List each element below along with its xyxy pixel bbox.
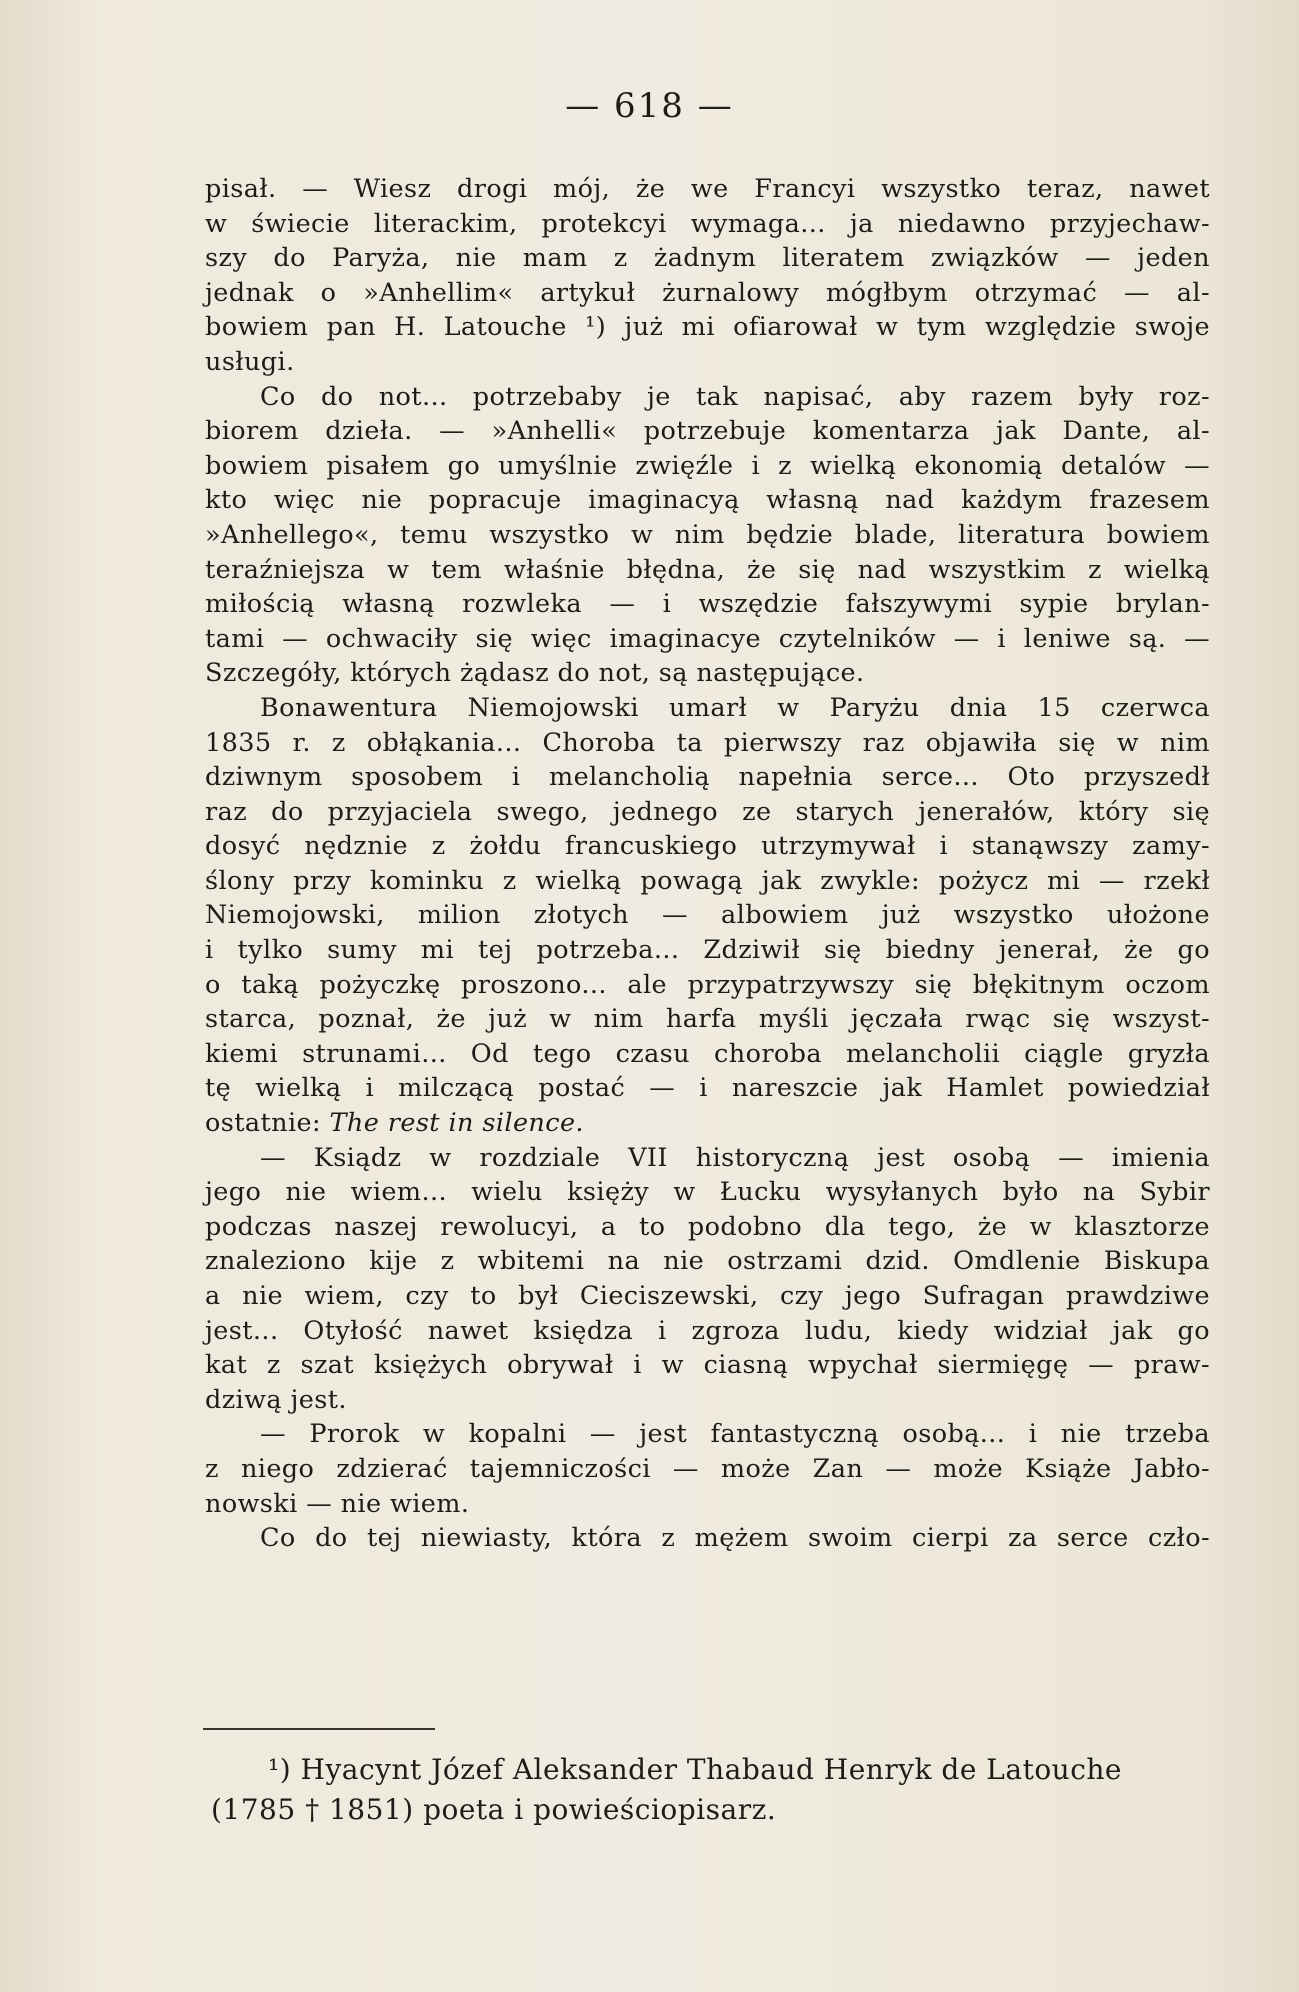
text-line <box>205 1521 1210 1556</box>
text-line-content: nowski — nie wiem. <box>205 1488 470 1519</box>
text-line-content: 1835 r. z obłąkania... Choroba ta pierwszy raz objawiła się w nim <box>205 727 1210 758</box>
text-line <box>205 760 1210 795</box>
text-line <box>205 726 1210 761</box>
text-line <box>205 1106 1210 1141</box>
text-line-content: biorem dzieła. — »Anhelli« potrzebuje komentarza jak Dante, al- <box>205 416 1210 447</box>
text-line-content: Co do tej niewiasty, która z mężem swoim cierpi za serce czło- <box>260 1523 1210 1554</box>
page-number: — 618 — <box>565 86 734 126</box>
text-line <box>205 933 1210 968</box>
text-line <box>205 345 1210 380</box>
text-line-content: starca, poznał, że już w nim harfa myśli jęczała rwąc się wszyst- <box>205 1004 1210 1035</box>
text-line-content: tami — ochwaciły się więc imaginacye czytelników — i leniwe są. — <box>205 623 1210 654</box>
text-line-content: tę wielką i milczącą postać — i nareszcie jak Hamlet powiedział <box>205 1073 1210 1104</box>
text-line <box>205 1002 1210 1037</box>
text-line-content: dziwą jest. <box>205 1384 347 1415</box>
text-line <box>205 1314 1210 1349</box>
text-line <box>205 864 1210 899</box>
text-line <box>205 622 1210 657</box>
text-line-content: Co do not... potrzebaby je tak napisać, aby razem były roz- <box>260 381 1210 412</box>
text-line <box>205 1487 1210 1522</box>
text-line-content: o taką pożyczkę proszono... ale przypatrzywszy się błękitnym oczom <box>205 969 1210 1000</box>
text-line <box>205 483 1210 518</box>
footnote-line: (1785 † 1851) poeta i powieściopisarz. <box>211 1793 777 1826</box>
text-line-content: jest... Otyłość nawet księdza i zgroza ludu, kiedy widział jak go <box>205 1315 1210 1346</box>
text-line <box>205 1037 1210 1072</box>
text-line-content: raz do przyjaciela swego, jednego ze starych jenerałów, który się <box>205 796 1210 827</box>
text-line-content: znaleziono kije z wbitemi na nie ostrzami dzid. Omdlenie Biskupa <box>205 1246 1210 1277</box>
text-line-content: ostatnie: <box>205 1108 330 1139</box>
text-line-content: bowiem pan H. Latouche ¹) już mi ofiarował w tym względzie swoje <box>205 312 1210 343</box>
text-line-content: ślony przy kominku z wielką powagą jak zwykle: pożycz mi — rzekł <box>205 865 1210 896</box>
text-line-content: jego nie wiem... wielu księży w Łucku wysyłanych było na Sybir <box>205 1177 1210 1208</box>
text-line <box>205 207 1210 242</box>
text-line-content: kiemi strunami... Od tego czasu choroba melancholii ciągle gryzła <box>205 1038 1210 1069</box>
text-line <box>205 1071 1210 1106</box>
text-line <box>205 898 1210 933</box>
footnote-divider <box>203 1728 435 1730</box>
text-line <box>205 1141 1210 1176</box>
text-line-content: Niemojowski, milion złotych — albowiem już wszystko ułożone <box>205 900 1210 931</box>
text-line <box>205 241 1210 276</box>
text-line-content: i tylko sumy mi tej potrzeba... Zdziwił się biedny jenerał, że go <box>205 935 1210 966</box>
text-line-content: — Prorok w kopalni — jest fantastyczną osobą... i nie trzeba <box>260 1419 1210 1450</box>
text-line-content: usługi. <box>205 346 295 377</box>
text-line <box>205 968 1210 1003</box>
text-line <box>205 829 1210 864</box>
text-line <box>205 1417 1210 1452</box>
text-line-content: kto więc nie popracuje imaginacyą własną nad każdym frazesem <box>205 485 1210 516</box>
text-line <box>205 310 1210 345</box>
footnote <box>211 1750 1228 1830</box>
text-line-content: — Ksiądz w rozdziale VII historyczną jest osobą — imienia <box>260 1142 1210 1173</box>
text-line-content: w świecie literackim, protekcyi wymaga... ja niedawno przyjechaw- <box>205 208 1210 239</box>
text-line-content: kat z szat księżych obrywał i w ciasną wpychał siermięgę — praw- <box>205 1350 1210 1381</box>
text-line <box>205 172 1210 207</box>
text-line <box>205 1244 1210 1279</box>
italic-text: The rest in silence. <box>329 1108 584 1139</box>
text-line <box>205 691 1210 726</box>
text-line <box>205 380 1210 415</box>
text-line-content: z niego zdzierać tajemniczości — może Zan — może Książe Jabło- <box>205 1453 1210 1484</box>
body-text <box>205 172 1210 1556</box>
text-line-content: dosyć nędznie z żołdu francuskiego utrzymywał i stanąwszy zamy- <box>205 831 1210 862</box>
text-line-content: pisał. — Wiesz drogi mój, że we Francyi wszystko teraz, nawet <box>205 174 1210 204</box>
text-line-content: a nie wiem, czy to był Cieciszewski, czy jego Sufragan prawdziwe <box>205 1281 1210 1311</box>
footnote-line: ¹) Hyacynt Józef Aleksander Thabaud Henryk de Latouche <box>268 1753 1122 1786</box>
text-line <box>205 1348 1210 1383</box>
text-line-content: jednak o »Anhellim« artykuł żurnalowy mógłbym otrzymać — al- <box>205 277 1210 308</box>
text-line <box>205 1452 1210 1487</box>
text-line <box>205 1279 1210 1314</box>
text-line <box>205 518 1210 553</box>
text-line <box>205 553 1210 588</box>
text-line <box>205 587 1210 622</box>
text-line-content: teraźniejsza w tem właśnie błędna, że się nad wszystkim z wielką <box>205 554 1210 585</box>
text-line <box>205 414 1210 449</box>
text-line <box>205 276 1210 311</box>
text-line-content: dziwnym sposobem i melancholią napełnia serce... Oto przyszedł <box>205 762 1210 793</box>
text-line-content: szy do Paryża, nie mam z żadnym literatem związków — jeden <box>205 243 1210 274</box>
text-line <box>205 656 1210 691</box>
text-line-content: miłością własną rozwleka — i wszędzie fałszywymi sypie brylan- <box>205 589 1210 620</box>
text-line-content: bowiem pisałem go umyślnie zwięźle i z wielką ekonomią detalów — <box>205 450 1210 481</box>
text-line-content: Bonawentura Niemojowski umarł w Paryżu dnia 15 czerwca <box>260 692 1210 723</box>
text-line-content: podczas naszej rewolucyi, a to podobno dla tego, że w klasztorze <box>205 1211 1210 1242</box>
text-line-content: »Anhellego«, temu wszystko w nim będzie blade, literatura bowiem <box>205 519 1210 550</box>
text-line <box>205 1175 1210 1210</box>
text-line-content: Szczegóły, których żądasz do not, są następujące. <box>205 658 865 689</box>
text-line <box>205 1210 1210 1245</box>
text-line <box>205 1383 1210 1418</box>
text-line <box>205 449 1210 484</box>
text-line <box>205 795 1210 830</box>
